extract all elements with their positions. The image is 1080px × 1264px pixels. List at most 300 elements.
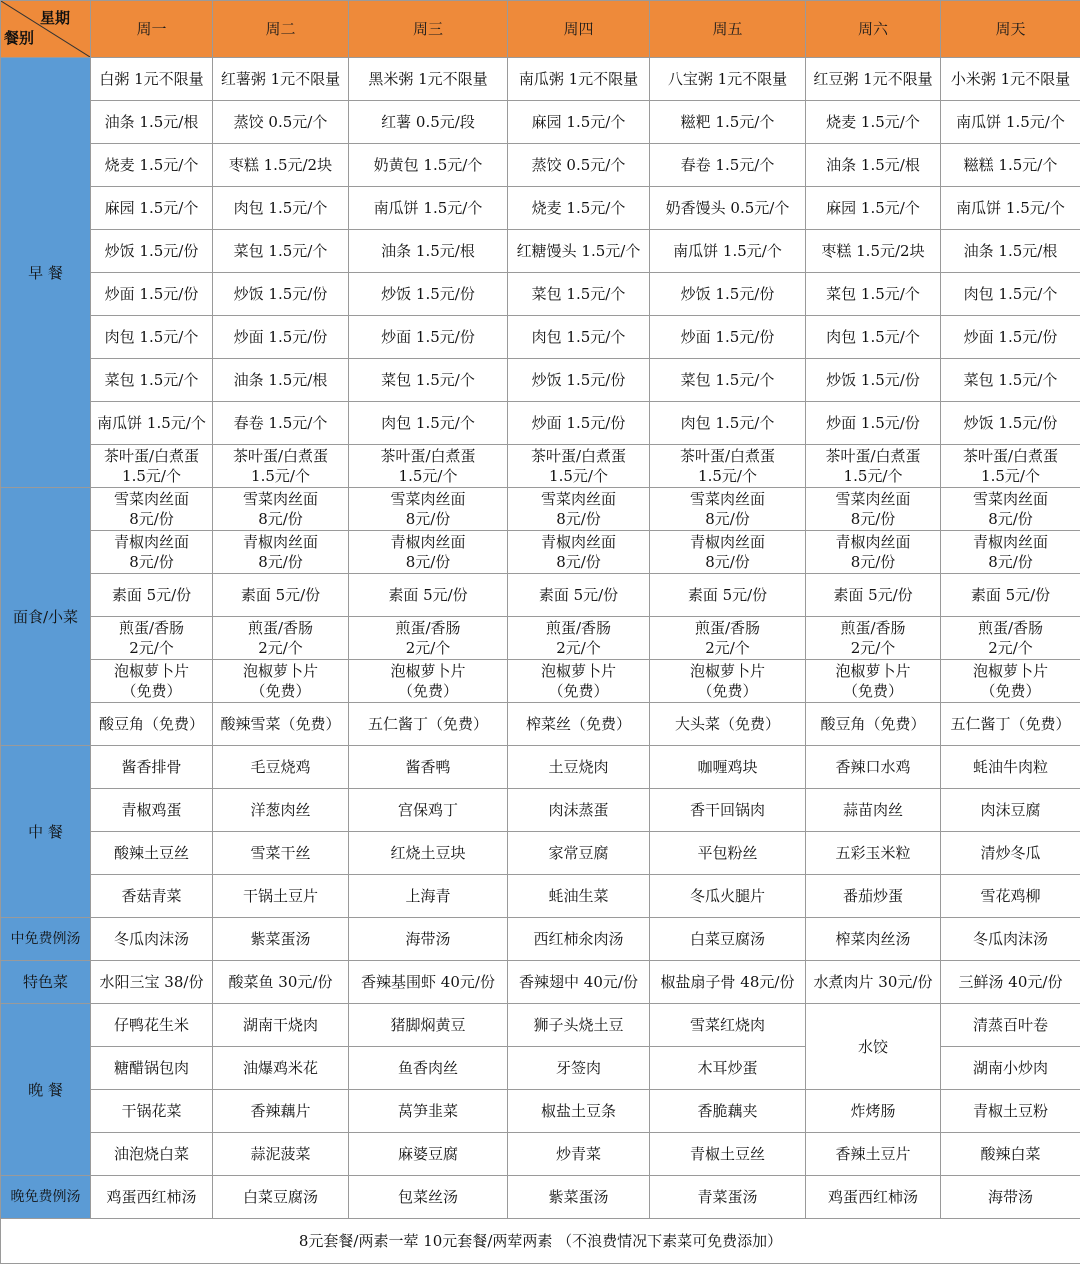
special-dish: 香辣基围虾 40元/份 xyxy=(349,961,508,1004)
breakfast-item: 肉包 1.5元/个 xyxy=(941,273,1080,316)
menu-cell-line: （免费） xyxy=(349,681,507,701)
lunch-row xyxy=(1,746,1080,789)
menu-cell-line: 8元/份 xyxy=(213,552,348,572)
lunch-dish: 上海青 xyxy=(349,875,508,918)
breakfast-egg-item xyxy=(650,445,806,488)
dinner-dish: 仔鸭花生米 xyxy=(91,1004,213,1047)
lunch-dish: 干锅土豆片 xyxy=(213,875,349,918)
breakfast-item: 肉包 1.5元/个 xyxy=(213,187,349,230)
menu-cell-line: 茶叶蛋/白煮蛋 xyxy=(91,446,212,466)
breakfast-item: 肉包 1.5元/个 xyxy=(349,402,508,445)
lunch-dish: 雪菜干丝 xyxy=(213,832,349,875)
lunch-dish: 平包粉丝 xyxy=(650,832,806,875)
dinner-soup-item: 紫菜蛋汤 xyxy=(508,1176,650,1219)
noodle-item xyxy=(941,531,1080,574)
dinner-dish: 狮子头烧土豆 xyxy=(508,1004,650,1047)
menu-cell-line: 8元/份 xyxy=(349,509,507,529)
dinner-soup-item: 鸡蛋西红柿汤 xyxy=(91,1176,213,1219)
special-dish: 香辣翅中 40元/份 xyxy=(508,961,650,1004)
dinner-dish: 香脆藕夹 xyxy=(650,1090,806,1133)
menu-cell-line: 青椒肉丝面 xyxy=(508,532,649,552)
lunch-dish: 香干回锅肉 xyxy=(650,789,806,832)
dinner-dish: 青椒土豆丝 xyxy=(650,1133,806,1176)
corner-meal-label: 餐别 xyxy=(4,28,34,48)
noodle-item xyxy=(941,488,1080,531)
menu-cell-line: 2元/个 xyxy=(508,638,649,658)
breakfast-item: 糍粑 1.5元/个 xyxy=(650,101,806,144)
breakfast-item: 炒面 1.5元/份 xyxy=(349,316,508,359)
menu-cell-line: 煎蛋/香肠 xyxy=(650,618,805,638)
breakfast-item: 奶香馒头 0.5元/个 xyxy=(650,187,806,230)
menu-cell-line: 煎蛋/香肠 xyxy=(349,618,507,638)
dinner-dish: 炒青菜 xyxy=(508,1133,650,1176)
breakfast-item: 炒饭 1.5元/份 xyxy=(508,359,650,402)
menu-cell-line: 雪菜肉丝面 xyxy=(806,489,940,509)
menu-cell-line: 雪菜肉丝面 xyxy=(91,489,212,509)
special-dish: 水阳三宝 38/份 xyxy=(91,961,213,1004)
corner-weekday-label: 星期 xyxy=(40,8,70,28)
lunch-soup-label: 中免费例汤 xyxy=(1,918,91,961)
menu-cell-line: 煎蛋/香肠 xyxy=(508,618,649,638)
lunch-soup-item: 冬瓜肉沫汤 xyxy=(941,918,1080,961)
menu-cell-line: 青椒肉丝面 xyxy=(650,532,805,552)
menu-cell-line: 泡椒萝卜片 xyxy=(349,661,507,681)
side-item xyxy=(349,617,508,660)
dinner-dish: 清蒸百叶卷 xyxy=(941,1004,1080,1047)
lunch-dish: 番茄炒蛋 xyxy=(806,875,941,918)
dinner-dish: 水饺 xyxy=(806,1004,941,1090)
side-item xyxy=(508,660,650,703)
special-dish: 水煮肉片 30元/份 xyxy=(806,961,941,1004)
pickle-row xyxy=(1,703,1080,746)
lunch-dish: 蚝油牛肉粒 xyxy=(941,746,1080,789)
noodle-row xyxy=(1,660,1080,703)
noodle-item xyxy=(508,531,650,574)
breakfast-row xyxy=(1,187,1080,230)
menu-cell-line: 茶叶蛋/白煮蛋 xyxy=(941,446,1080,466)
lunch-soup-row xyxy=(1,918,1080,961)
lunch-dish: 五彩玉米粒 xyxy=(806,832,941,875)
side-item xyxy=(806,660,941,703)
noodle-row xyxy=(1,617,1080,660)
lunch-dish: 宫保鸡丁 xyxy=(349,789,508,832)
breakfast-item: 菜包 1.5元/个 xyxy=(650,359,806,402)
menu-cell-line: （免费） xyxy=(508,681,649,701)
breakfast-item: 炒面 1.5元/份 xyxy=(650,316,806,359)
breakfast-item: 油条 1.5元/根 xyxy=(91,101,213,144)
menu-cell-line: 2元/个 xyxy=(941,638,1080,658)
dinner-dish: 木耳炒蛋 xyxy=(650,1047,806,1090)
noodle-item xyxy=(213,488,349,531)
menu-cell-line: （免费） xyxy=(650,681,805,701)
menu-cell-line: 泡椒萝卜片 xyxy=(91,661,212,681)
day-header: 周五 xyxy=(650,1,806,58)
breakfast-item: 炒饭 1.5元/份 xyxy=(213,273,349,316)
dinner-dish: 麻婆豆腐 xyxy=(349,1133,508,1176)
dinner-label: 晚 餐 xyxy=(1,1004,91,1176)
breakfast-item: 油条 1.5元/根 xyxy=(213,359,349,402)
breakfast-item: 南瓜饼 1.5元/个 xyxy=(650,230,806,273)
menu-cell-line: 茶叶蛋/白煮蛋 xyxy=(213,446,348,466)
menu-cell-line: 1.5元/个 xyxy=(941,466,1080,486)
side-item xyxy=(213,660,349,703)
noodle-item: 素面 5元/份 xyxy=(349,574,508,617)
special-dish: 酸菜鱼 30元/份 xyxy=(213,961,349,1004)
menu-cell-line: （免费） xyxy=(213,681,348,701)
menu-cell-line: 8元/份 xyxy=(941,509,1080,529)
special-dish: 椒盐扇子骨 48元/份 xyxy=(650,961,806,1004)
breakfast-item: 肉包 1.5元/个 xyxy=(650,402,806,445)
breakfast-item: 油条 1.5元/根 xyxy=(806,144,941,187)
breakfast-item: 炒饭 1.5元/份 xyxy=(941,402,1080,445)
day-header: 周天 xyxy=(941,1,1080,58)
lunch-dish: 蒜苗肉丝 xyxy=(806,789,941,832)
menu-cell-line: 8元/份 xyxy=(650,552,805,572)
noodle-item xyxy=(213,531,349,574)
noodle-item xyxy=(349,531,508,574)
menu-cell-line: 1.5元/个 xyxy=(91,466,212,486)
dinner-dish: 糖醋锅包肉 xyxy=(91,1047,213,1090)
day-header: 周四 xyxy=(508,1,650,58)
breakfast-egg-item xyxy=(349,445,508,488)
lunch-dish: 雪花鸡柳 xyxy=(941,875,1080,918)
menu-cell-line: 8元/份 xyxy=(941,552,1080,572)
breakfast-item: 油条 1.5元/根 xyxy=(349,230,508,273)
lunch-dish: 酱香鸭 xyxy=(349,746,508,789)
dinner-dish: 猪脚焖黄豆 xyxy=(349,1004,508,1047)
dinner-dish: 牙签肉 xyxy=(508,1047,650,1090)
breakfast-item: 红薯粥 1元不限量 xyxy=(213,58,349,101)
breakfast-item: 油条 1.5元/根 xyxy=(941,230,1080,273)
menu-cell-line: （免费） xyxy=(806,681,940,701)
noodle-item xyxy=(806,488,941,531)
breakfast-item: 南瓜饼 1.5元/个 xyxy=(349,187,508,230)
pickle-item: 酸辣雪菜（免费） xyxy=(213,703,349,746)
pickle-item: 酸豆角（免费） xyxy=(806,703,941,746)
side-item xyxy=(650,660,806,703)
breakfast-item: 肉包 1.5元/个 xyxy=(91,316,213,359)
dinner-soup-row xyxy=(1,1176,1080,1219)
menu-cell-line: 2元/个 xyxy=(806,638,940,658)
lunch-dish: 冬瓜火腿片 xyxy=(650,875,806,918)
lunch-soup-item: 榨菜肉丝汤 xyxy=(806,918,941,961)
breakfast-item: 白粥 1元不限量 xyxy=(91,58,213,101)
side-item xyxy=(349,660,508,703)
menu-cell-line: 煎蛋/香肠 xyxy=(91,618,212,638)
breakfast-item: 炒面 1.5元/份 xyxy=(91,273,213,316)
lunch-dish: 酱香排骨 xyxy=(91,746,213,789)
dinner-dish: 青椒土豆粉 xyxy=(941,1090,1080,1133)
lunch-dish: 香辣口水鸡 xyxy=(806,746,941,789)
breakfast-item: 南瓜饼 1.5元/个 xyxy=(941,187,1080,230)
breakfast-item: 炒饭 1.5元/份 xyxy=(650,273,806,316)
menu-cell-line: 1.5元/个 xyxy=(213,466,348,486)
dinner-dish: 酸辣白菜 xyxy=(941,1133,1080,1176)
menu-cell-line: 雪菜肉丝面 xyxy=(213,489,348,509)
menu-cell-line: （免费） xyxy=(91,681,212,701)
breakfast-row xyxy=(1,273,1080,316)
lunch-soup-item: 白菜豆腐汤 xyxy=(650,918,806,961)
lunch-row xyxy=(1,789,1080,832)
menu-cell-line: 雪菜肉丝面 xyxy=(941,489,1080,509)
breakfast-row xyxy=(1,144,1080,187)
breakfast-row xyxy=(1,58,1080,101)
breakfast-item: 菜包 1.5元/个 xyxy=(508,273,650,316)
header-row xyxy=(1,1,1080,58)
menu-cell-line: 2元/个 xyxy=(349,638,507,658)
dinner-dish: 蒜泥菠菜 xyxy=(213,1133,349,1176)
noodle-item: 素面 5元/份 xyxy=(508,574,650,617)
pickle-item: 酸豆角（免费） xyxy=(91,703,213,746)
lunch-dish: 肉沫豆腐 xyxy=(941,789,1080,832)
breakfast-item: 蒸饺 0.5元/个 xyxy=(508,144,650,187)
lunch-soup-item: 冬瓜肉沫汤 xyxy=(91,918,213,961)
lunch-dish: 洋葱肉丝 xyxy=(213,789,349,832)
breakfast-item: 春卷 1.5元/个 xyxy=(650,144,806,187)
breakfast-label: 早 餐 xyxy=(1,58,91,488)
menu-cell-line: 泡椒萝卜片 xyxy=(213,661,348,681)
breakfast-row xyxy=(1,230,1080,273)
noodle-item xyxy=(91,531,213,574)
menu-cell-line: 青椒肉丝面 xyxy=(806,532,940,552)
breakfast-egg-item xyxy=(806,445,941,488)
menu-cell-line: 茶叶蛋/白煮蛋 xyxy=(508,446,649,466)
breakfast-item: 炒面 1.5元/份 xyxy=(508,402,650,445)
breakfast-item: 麻园 1.5元/个 xyxy=(806,187,941,230)
menu-cell-line: 8元/份 xyxy=(508,509,649,529)
menu-cell-line: 茶叶蛋/白煮蛋 xyxy=(806,446,940,466)
menu-cell-line: 泡椒萝卜片 xyxy=(650,661,805,681)
noodle-item xyxy=(508,488,650,531)
special-label: 特色菜 xyxy=(1,961,91,1004)
dinner-dish: 湖南干烧肉 xyxy=(213,1004,349,1047)
menu-cell-line: 1.5元/个 xyxy=(349,466,507,486)
breakfast-item: 炒饭 1.5元/份 xyxy=(806,359,941,402)
breakfast-item: 南瓜粥 1元不限量 xyxy=(508,58,650,101)
dinner-soup-item: 白菜豆腐汤 xyxy=(213,1176,349,1219)
noodles-label: 面食/小菜 xyxy=(1,488,91,746)
dinner-dish: 香辣藕片 xyxy=(213,1090,349,1133)
breakfast-egg-item xyxy=(508,445,650,488)
dinner-dish: 雪菜红烧肉 xyxy=(650,1004,806,1047)
lunch-dish: 肉沫蒸蛋 xyxy=(508,789,650,832)
breakfast-item: 八宝粥 1元不限量 xyxy=(650,58,806,101)
breakfast-item: 枣糕 1.5元/2块 xyxy=(213,144,349,187)
day-header: 周二 xyxy=(213,1,349,58)
breakfast-row xyxy=(1,316,1080,359)
menu-cell-line: 泡椒萝卜片 xyxy=(806,661,940,681)
breakfast-row xyxy=(1,101,1080,144)
menu-cell-line: 青椒肉丝面 xyxy=(91,532,212,552)
breakfast-item: 肉包 1.5元/个 xyxy=(508,316,650,359)
pickle-item: 五仁酱丁（免费） xyxy=(349,703,508,746)
day-header: 周三 xyxy=(349,1,508,58)
menu-cell-line: 青椒肉丝面 xyxy=(213,532,348,552)
lunch-soup-item: 海带汤 xyxy=(349,918,508,961)
pickle-item: 大头菜（免费） xyxy=(650,703,806,746)
side-item xyxy=(91,617,213,660)
breakfast-item: 红薯 0.5元/段 xyxy=(349,101,508,144)
menu-cell-line: 煎蛋/香肠 xyxy=(941,618,1080,638)
breakfast-egg-item xyxy=(941,445,1080,488)
breakfast-item: 烧麦 1.5元/个 xyxy=(806,101,941,144)
menu-cell-line: 2元/个 xyxy=(213,638,348,658)
menu-cell-line: 8元/份 xyxy=(508,552,649,572)
dinner-dish: 油爆鸡米花 xyxy=(213,1047,349,1090)
breakfast-item: 菜包 1.5元/个 xyxy=(213,230,349,273)
menu-cell-line: 8元/份 xyxy=(650,509,805,529)
side-item xyxy=(806,617,941,660)
dinner-row xyxy=(1,1090,1080,1133)
breakfast-row xyxy=(1,402,1080,445)
pickle-item: 五仁酱丁（免费） xyxy=(941,703,1080,746)
breakfast-row xyxy=(1,359,1080,402)
menu-cell-line: 煎蛋/香肠 xyxy=(213,618,348,638)
noodle-item xyxy=(349,488,508,531)
breakfast-item: 菜包 1.5元/个 xyxy=(806,273,941,316)
day-header: 周六 xyxy=(806,1,941,58)
breakfast-egg-item xyxy=(91,445,213,488)
lunch-label: 中 餐 xyxy=(1,746,91,918)
menu-cell-line: 8元/份 xyxy=(91,552,212,572)
special-row xyxy=(1,961,1080,1004)
special-dish: 三鲜汤 40元/份 xyxy=(941,961,1080,1004)
menu-cell-line: 1.5元/个 xyxy=(806,466,940,486)
dinner-dish: 干锅花菜 xyxy=(91,1090,213,1133)
breakfast-item: 菜包 1.5元/个 xyxy=(941,359,1080,402)
menu-cell-line: 8元/份 xyxy=(91,509,212,529)
breakfast-item: 红糖馒头 1.5元/个 xyxy=(508,230,650,273)
menu-cell-line: 8元/份 xyxy=(349,552,507,572)
breakfast-item: 炒饭 1.5元/份 xyxy=(91,230,213,273)
side-item xyxy=(650,617,806,660)
lunch-dish: 蚝油生菜 xyxy=(508,875,650,918)
menu-cell-line: 雪菜肉丝面 xyxy=(650,489,805,509)
corner-header xyxy=(1,1,91,58)
lunch-dish: 酸辣土豆丝 xyxy=(91,832,213,875)
breakfast-item: 肉包 1.5元/个 xyxy=(806,316,941,359)
noodle-item: 素面 5元/份 xyxy=(213,574,349,617)
breakfast-item: 炒面 1.5元/份 xyxy=(941,316,1080,359)
dinner-dish: 鱼香肉丝 xyxy=(349,1047,508,1090)
menu-cell-line: 雪菜肉丝面 xyxy=(349,489,507,509)
lunch-soup-item: 紫菜蛋汤 xyxy=(213,918,349,961)
noodle-item xyxy=(91,488,213,531)
noodle-item: 素面 5元/份 xyxy=(941,574,1080,617)
menu-cell-line: 茶叶蛋/白煮蛋 xyxy=(650,446,805,466)
menu-cell-line: 青椒肉丝面 xyxy=(941,532,1080,552)
set-meal-note: 8元套餐/两素一荤 10元套餐/两荤两素 （不浪费情况下素菜可免费添加） xyxy=(1,1219,1080,1264)
breakfast-item: 红豆粥 1元不限量 xyxy=(806,58,941,101)
noodle-item xyxy=(650,531,806,574)
breakfast-item: 炒面 1.5元/份 xyxy=(806,402,941,445)
noodle-row xyxy=(1,488,1080,531)
breakfast-item: 糍糕 1.5元/个 xyxy=(941,144,1080,187)
menu-cell-line: 8元/份 xyxy=(806,552,940,572)
dinner-dish: 湖南小炒肉 xyxy=(941,1047,1080,1090)
lunch-dish: 家常豆腐 xyxy=(508,832,650,875)
menu-cell-line: 茶叶蛋/白煮蛋 xyxy=(349,446,507,466)
dinner-soup-item: 鸡蛋西红柿汤 xyxy=(806,1176,941,1219)
day-header: 周一 xyxy=(91,1,213,58)
breakfast-item: 蒸饺 0.5元/个 xyxy=(213,101,349,144)
noodle-item: 素面 5元/份 xyxy=(91,574,213,617)
noodle-item xyxy=(806,531,941,574)
menu-cell-line: 1.5元/个 xyxy=(508,466,649,486)
breakfast-item: 菜包 1.5元/个 xyxy=(91,359,213,402)
breakfast-item: 烧麦 1.5元/个 xyxy=(91,144,213,187)
lunch-row xyxy=(1,875,1080,918)
menu-cell-line: 泡椒萝卜片 xyxy=(508,661,649,681)
noodle-item xyxy=(650,488,806,531)
breakfast-item: 春卷 1.5元/个 xyxy=(213,402,349,445)
breakfast-item: 麻园 1.5元/个 xyxy=(508,101,650,144)
menu-cell-line: 煎蛋/香肠 xyxy=(806,618,940,638)
noodle-row xyxy=(1,574,1080,617)
dinner-soup-item: 青菜蛋汤 xyxy=(650,1176,806,1219)
menu-cell-line: 8元/份 xyxy=(213,509,348,529)
menu-cell-line: 2元/个 xyxy=(91,638,212,658)
dinner-dish: 椒盐土豆条 xyxy=(508,1090,650,1133)
menu-cell-line: 泡椒萝卜片 xyxy=(941,661,1080,681)
menu-cell-line: 2元/个 xyxy=(650,638,805,658)
lunch-dish: 土豆烧肉 xyxy=(508,746,650,789)
menu-cell-line: 青椒肉丝面 xyxy=(349,532,507,552)
menu-body xyxy=(1,58,1080,1219)
dinner-soup-label: 晚免费例汤 xyxy=(1,1176,91,1219)
dinner-row xyxy=(1,1133,1080,1176)
side-item xyxy=(941,617,1080,660)
dinner-dish: 香辣土豆片 xyxy=(806,1133,941,1176)
dinner-row xyxy=(1,1004,1080,1047)
menu-cell-line: 8元/份 xyxy=(806,509,940,529)
dinner-dish: 油泡烧白菜 xyxy=(91,1133,213,1176)
lunch-dish: 清炒冬瓜 xyxy=(941,832,1080,875)
breakfast-item: 黑米粥 1元不限量 xyxy=(349,58,508,101)
dinner-dish: 炸烤肠 xyxy=(806,1090,941,1133)
breakfast-item: 烧麦 1.5元/个 xyxy=(508,187,650,230)
breakfast-item: 麻园 1.5元/个 xyxy=(91,187,213,230)
lunch-dish: 红烧土豆块 xyxy=(349,832,508,875)
menu-cell-line: （免费） xyxy=(941,681,1080,701)
noodle-item: 素面 5元/份 xyxy=(806,574,941,617)
menu-cell-line: 雪菜肉丝面 xyxy=(508,489,649,509)
dinner-dish: 莴笋韭菜 xyxy=(349,1090,508,1133)
side-item xyxy=(941,660,1080,703)
lunch-row xyxy=(1,832,1080,875)
breakfast-item: 菜包 1.5元/个 xyxy=(349,359,508,402)
lunch-dish: 咖喱鸡块 xyxy=(650,746,806,789)
dinner-soup-item: 包菜丝汤 xyxy=(349,1176,508,1219)
side-item xyxy=(91,660,213,703)
breakfast-item: 南瓜饼 1.5元/个 xyxy=(91,402,213,445)
side-item xyxy=(508,617,650,660)
lunch-soup-item: 西红柿氽肉汤 xyxy=(508,918,650,961)
breakfast-item: 炒面 1.5元/份 xyxy=(213,316,349,359)
breakfast-item: 小米粥 1元不限量 xyxy=(941,58,1080,101)
breakfast-item: 南瓜饼 1.5元/个 xyxy=(941,101,1080,144)
breakfast-item: 枣糕 1.5元/2块 xyxy=(806,230,941,273)
noodle-item: 素面 5元/份 xyxy=(650,574,806,617)
lunch-dish: 青椒鸡蛋 xyxy=(91,789,213,832)
footer-row xyxy=(1,1219,1080,1264)
dinner-soup-item: 海带汤 xyxy=(941,1176,1080,1219)
menu-cell-line: 1.5元/个 xyxy=(650,466,805,486)
breakfast-egg-item xyxy=(213,445,349,488)
lunch-dish: 毛豆烧鸡 xyxy=(213,746,349,789)
breakfast-item: 奶黄包 1.5元/个 xyxy=(349,144,508,187)
pickle-item: 榨菜丝（免费） xyxy=(508,703,650,746)
